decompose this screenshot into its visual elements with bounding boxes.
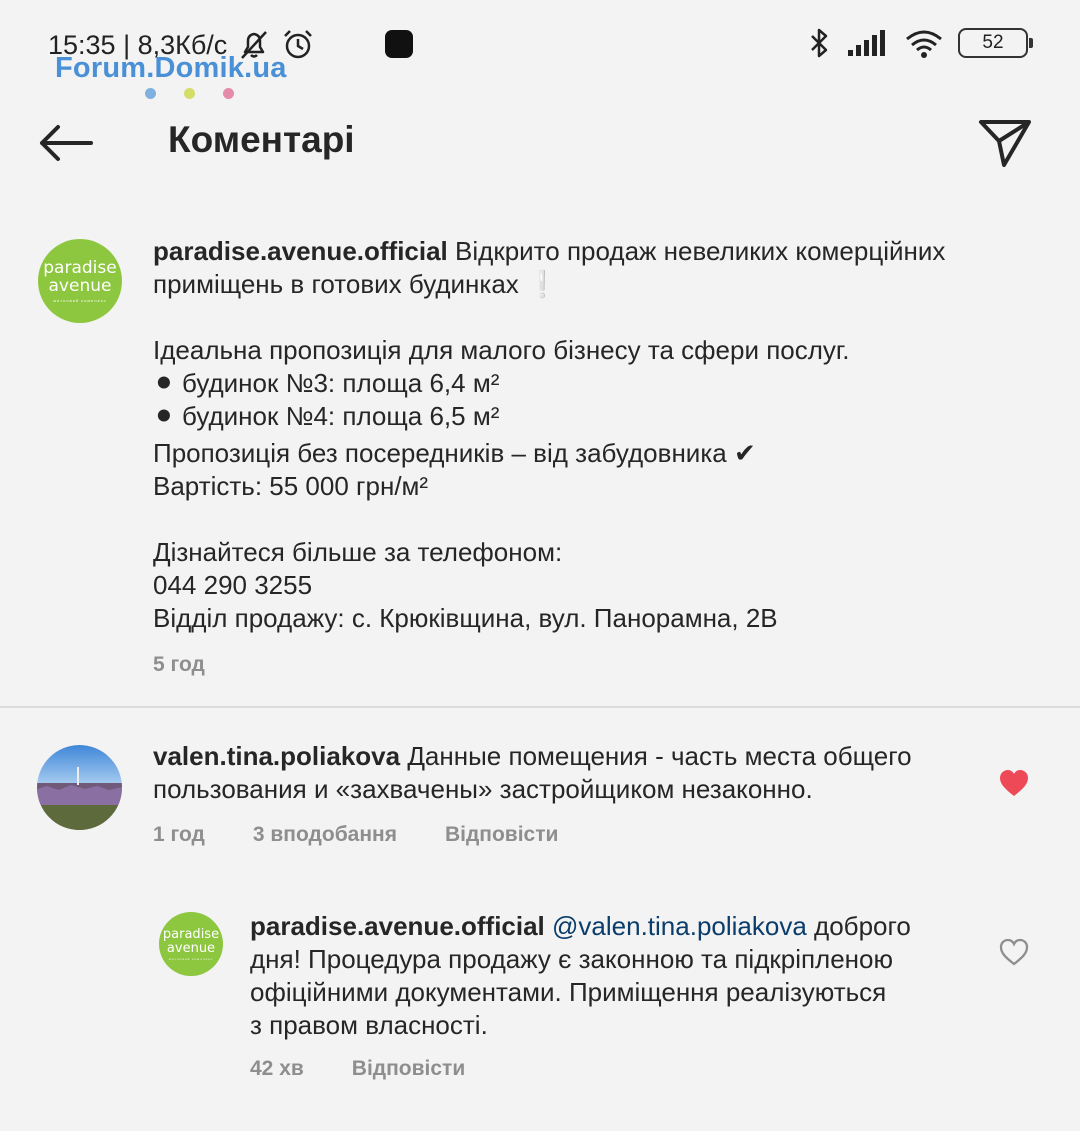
wifi-icon	[904, 27, 944, 59]
watermark-dot	[223, 88, 234, 99]
like-button[interactable]	[998, 937, 1030, 967]
comment	[0, 740, 1080, 860]
avatar-logo-line2: avenue	[48, 275, 112, 296]
comment-time: 1 год	[153, 823, 205, 846]
reply-line: з правом власності.	[250, 1010, 488, 1040]
comment-line: пользования и «захвачены» застройщиком незаконно.	[153, 774, 813, 804]
comment-meta	[153, 823, 558, 847]
avatar-logo-line2: avenue	[166, 940, 216, 956]
caption-line: ⚫ будинок №4: площа 6,5 м²	[153, 401, 500, 431]
avatar-logo-line3: житловий комплекс	[53, 297, 107, 303]
reply-line: офіційними документами. Приміщення реалізуються	[250, 977, 887, 1007]
reply-button[interactable]: Відповісти	[351, 1057, 466, 1080]
like-button[interactable]	[998, 768, 1030, 798]
heart-outline-icon	[998, 937, 1030, 967]
caption-line: Відкрито продаж невеликих комерційних	[455, 236, 946, 266]
reply-username[interactable]: paradise.avenue.official	[250, 911, 545, 941]
avatar[interactable]	[38, 239, 122, 323]
mention-link[interactable]: @valen.tina.poliakova	[552, 911, 807, 941]
signal-icon	[846, 28, 890, 58]
reply-time: 42 хв	[250, 1057, 304, 1080]
reply-line: доброго	[814, 911, 911, 941]
paper-plane-icon	[975, 110, 1035, 170]
caption-line: Відділ продажу: с. Крюківщина, вул. Панорамна, 2В	[153, 603, 778, 633]
camera-cutout	[385, 30, 413, 58]
header	[0, 100, 1080, 185]
watermark-dots	[145, 88, 234, 99]
avatar-photo	[37, 745, 122, 830]
avatar[interactable]	[159, 912, 223, 976]
avatar[interactable]	[37, 745, 122, 830]
watermark: Forum.Domik.ua	[55, 52, 287, 84]
status-right	[808, 26, 1028, 60]
page-title: Коментарі	[168, 119, 355, 160]
caption-line: ⚫ будинок №3: площа 6,4 м²	[153, 368, 500, 398]
likes-count[interactable]: 3 вподобання	[252, 823, 397, 846]
battery-indicator	[958, 28, 1028, 58]
caption-text	[153, 235, 1053, 635]
caption-line: Вартість: 55 000 грн/м²	[153, 471, 429, 501]
watermark-dot	[145, 88, 156, 99]
comment-username[interactable]: valen.tina.poliakova	[153, 741, 401, 771]
reply-button[interactable]: Відповісти	[444, 823, 559, 846]
bluetooth-icon	[808, 26, 832, 60]
avatar-logo-line3: житловий комплекс	[168, 956, 214, 961]
caption-line: Пропозиція без посередників – від забудовника ✔	[153, 438, 756, 468]
comment-text	[153, 740, 973, 806]
divider	[0, 706, 1080, 708]
reply-meta	[250, 1057, 465, 1081]
reply-line: дня! Процедура продажу є законною та підкріпленою	[250, 944, 894, 974]
caption-username[interactable]: paradise.avenue.official	[153, 236, 448, 266]
caption-time: 5 год	[153, 653, 205, 676]
caption-meta	[153, 653, 205, 677]
caption-line: Ідеальна пропозиція для малого бізнесу та сфери послуг.	[153, 335, 850, 365]
status-time-speed: 15:35 | 8,3Кб/с	[48, 29, 228, 60]
arrow-left-icon	[36, 118, 96, 168]
post-caption	[0, 230, 1080, 690]
caption-line: приміщень в готових будинках ❕	[153, 269, 559, 299]
back-button[interactable]	[36, 118, 96, 168]
reply-comment	[0, 910, 1080, 1090]
reply-text	[250, 910, 990, 1042]
comment-line: Данные помещения - часть места общего	[407, 741, 912, 771]
heart-filled-icon	[998, 768, 1030, 798]
caption-line: Дізнайтеся більше за телефоном:	[153, 537, 563, 567]
phone-number[interactable]: 044 290 3255	[153, 570, 313, 600]
battery-level: 52	[982, 32, 1004, 53]
share-button[interactable]	[975, 110, 1035, 170]
avatar-logo-line1: paradise	[43, 257, 117, 278]
watermark-dot	[184, 88, 195, 99]
avatar-logo-line1: paradise	[162, 926, 220, 942]
